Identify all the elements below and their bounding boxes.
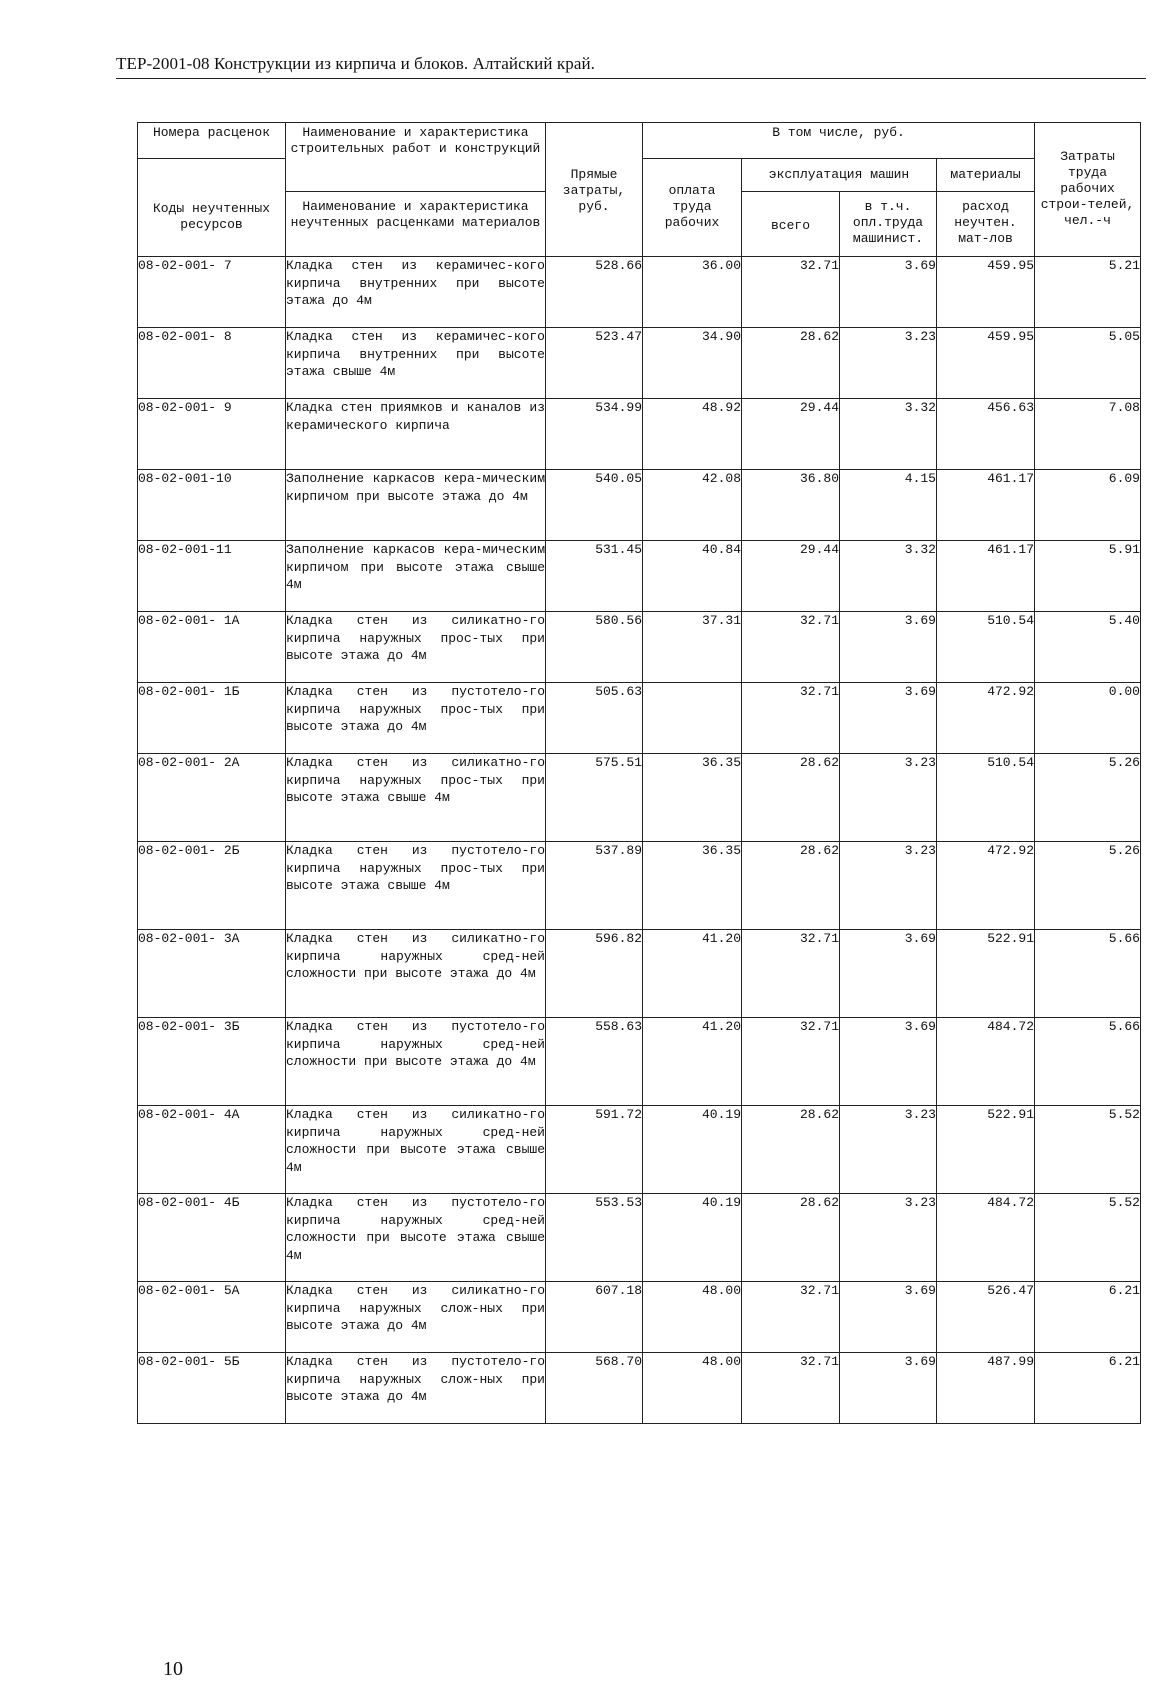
work-name-cell: Кладка стен из пустотело-го кирпича наружных прос-тых при высоте этажа до 4м <box>286 683 546 754</box>
work-name-cell: Кладка стен из силикатно-го кирпича наружных сред-ней сложности при высоте этажа до 4м <box>286 930 546 1018</box>
rate-code-cell: 08-02-001- 4А <box>138 1106 286 1194</box>
header-including: В том числе, руб. <box>643 123 1035 159</box>
rate-code-cell: 08-02-001- 9 <box>138 399 286 470</box>
labor-pay-cell: 37.31 <box>643 612 742 683</box>
machine-total-cell: 28.62 <box>742 1106 840 1194</box>
header-unaccounted-codes: Коды неучтенных ресурсов <box>138 159 286 257</box>
labor-hours-cell: 5.40 <box>1035 612 1141 683</box>
direct-costs-cell: 596.82 <box>546 930 643 1018</box>
table-row <box>138 1194 1141 1282</box>
table-row <box>138 257 1141 328</box>
materials-cell: 487.99 <box>937 1353 1035 1424</box>
table-body <box>138 257 1141 1424</box>
machine-total-cell: 32.71 <box>742 1353 840 1424</box>
operator-pay-cell: 3.23 <box>840 842 937 930</box>
header-rule <box>116 78 1146 79</box>
labor-hours-cell: 6.21 <box>1035 1282 1141 1353</box>
rate-code-cell: 08-02-001- 5Б <box>138 1353 286 1424</box>
direct-costs-cell: 558.63 <box>546 1018 643 1106</box>
rate-code-cell: 08-02-001- 3А <box>138 930 286 1018</box>
direct-costs-cell: 553.53 <box>546 1194 643 1282</box>
header-rate-numbers: Номера расценок <box>138 123 286 159</box>
operator-pay-cell: 3.69 <box>840 683 937 754</box>
materials-cell: 526.47 <box>937 1282 1035 1353</box>
labor-pay-cell: 48.00 <box>643 1282 742 1353</box>
header-labor-pay: оплата труда рабочих <box>643 159 742 257</box>
direct-costs-cell: 537.89 <box>546 842 643 930</box>
rate-code-cell: 08-02-001- 7 <box>138 257 286 328</box>
labor-hours-cell: 5.66 <box>1035 930 1141 1018</box>
operator-pay-cell: 3.23 <box>840 1106 937 1194</box>
labor-pay-cell: 40.19 <box>643 1194 742 1282</box>
header-machine-total: всего <box>742 192 840 257</box>
machine-total-cell: 28.62 <box>742 1194 840 1282</box>
work-name-cell: Кладка стен из керамичес-кого кирпича внутренних при высоте этажа свыше 4м <box>286 328 546 399</box>
header-material-name: Наименование и характеристика неучтенных расценками материалов <box>286 192 546 257</box>
table-row <box>138 683 1141 754</box>
direct-costs-cell: 575.51 <box>546 754 643 842</box>
machine-total-cell: 28.62 <box>742 842 840 930</box>
operator-pay-cell: 3.69 <box>840 1353 937 1424</box>
table-row <box>138 1106 1141 1194</box>
work-name-cell: Кладка стен из силикатно-го кирпича наружных прос-тых при высоте этажа свыше 4м <box>286 754 546 842</box>
direct-costs-cell: 534.99 <box>546 399 643 470</box>
rate-code-cell: 08-02-001- 2Б <box>138 842 286 930</box>
operator-pay-cell: 3.23 <box>840 328 937 399</box>
table-row <box>138 930 1141 1018</box>
labor-hours-cell: 0.00 <box>1035 683 1141 754</box>
machine-total-cell: 32.71 <box>742 683 840 754</box>
direct-costs-cell: 528.66 <box>546 257 643 328</box>
table-row <box>138 754 1141 842</box>
work-name-cell: Заполнение каркасов кера-мическим кирпичом при высоте этажа до 4м <box>286 470 546 541</box>
direct-costs-cell: 540.05 <box>546 470 643 541</box>
header-materials: материалы <box>937 159 1035 192</box>
rate-code-cell: 08-02-001- 1Б <box>138 683 286 754</box>
machine-total-cell: 28.62 <box>742 754 840 842</box>
document-header: ТЕР-2001-08 Конструкции из кирпича и блоков. Алтайский край. <box>116 54 596 73</box>
labor-hours-cell: 6.21 <box>1035 1353 1141 1424</box>
table-row <box>138 541 1141 612</box>
table-row <box>138 842 1141 930</box>
machine-total-cell: 28.62 <box>742 328 840 399</box>
materials-cell: 510.54 <box>937 754 1035 842</box>
materials-cell: 461.17 <box>937 470 1035 541</box>
rate-code-cell: 08-02-001-10 <box>138 470 286 541</box>
materials-cell: 522.91 <box>937 930 1035 1018</box>
rate-code-cell: 08-02-001- 1А <box>138 612 286 683</box>
table-row <box>138 612 1141 683</box>
table-row <box>138 399 1141 470</box>
operator-pay-cell: 3.69 <box>840 930 937 1018</box>
labor-pay-cell: 42.08 <box>643 470 742 541</box>
work-name-cell: Кладка стен из пустотело-го кирпича наружных слож-ных при высоте этажа до 4м <box>286 1353 546 1424</box>
machine-total-cell: 36.80 <box>742 470 840 541</box>
header-material-consumption: расход неучтен. мат-лов <box>937 192 1035 257</box>
rate-code-cell: 08-02-001- 3Б <box>138 1018 286 1106</box>
table-row <box>138 1018 1141 1106</box>
work-name-cell: Заполнение каркасов кера-мическим кирпичом при высоте этажа свыше 4м <box>286 541 546 612</box>
work-name-cell: Кладка стен приямков и каналов из керамического кирпича <box>286 399 546 470</box>
machine-total-cell: 32.71 <box>742 930 840 1018</box>
labor-pay-cell: 48.00 <box>643 1353 742 1424</box>
direct-costs-cell: 505.63 <box>546 683 643 754</box>
work-name-cell: Кладка стен из керамичес-кого кирпича внутренних при высоте этажа до 4м <box>286 257 546 328</box>
labor-hours-cell: 7.08 <box>1035 399 1141 470</box>
labor-pay-cell: 48.92 <box>643 399 742 470</box>
work-name-cell: Кладка стен из пустотело-го кирпича наружных прос-тых при высоте этажа свыше 4м <box>286 842 546 930</box>
materials-cell: 472.92 <box>937 842 1035 930</box>
labor-hours-cell: 5.26 <box>1035 754 1141 842</box>
labor-pay-cell: 41.20 <box>643 1018 742 1106</box>
header-labor-costs: Затраты труда рабочих строи-телей, чел.-ч <box>1035 123 1141 257</box>
labor-pay-cell: 36.00 <box>643 257 742 328</box>
rate-code-cell: 08-02-001- 2А <box>138 754 286 842</box>
machine-total-cell: 32.71 <box>742 1018 840 1106</box>
header-direct-costs: Прямые затраты, руб. <box>546 123 643 257</box>
operator-pay-cell: 3.69 <box>840 1018 937 1106</box>
direct-costs-cell: 607.18 <box>546 1282 643 1353</box>
header-work-name: Наименование и характеристика строительных работ и конструкций <box>286 123 546 192</box>
rate-code-cell: 08-02-001- 4Б <box>138 1194 286 1282</box>
operator-pay-cell: 3.32 <box>840 399 937 470</box>
machine-total-cell: 32.71 <box>742 612 840 683</box>
direct-costs-cell: 531.45 <box>546 541 643 612</box>
operator-pay-cell: 3.23 <box>840 754 937 842</box>
work-name-cell: Кладка стен из силикатно-го кирпича наружных слож-ных при высоте этажа до 4м <box>286 1282 546 1353</box>
header-machine-operator-pay: в т.ч. опл.труда машинист. <box>840 192 937 257</box>
operator-pay-cell: 3.69 <box>840 1282 937 1353</box>
labor-hours-cell: 5.05 <box>1035 328 1141 399</box>
machine-total-cell: 32.71 <box>742 1282 840 1353</box>
direct-costs-cell: 580.56 <box>546 612 643 683</box>
materials-cell: 484.72 <box>937 1194 1035 1282</box>
materials-cell: 510.54 <box>937 612 1035 683</box>
rates-table <box>137 122 1141 1424</box>
operator-pay-cell: 3.69 <box>840 612 937 683</box>
materials-cell: 461.17 <box>937 541 1035 612</box>
labor-hours-cell: 5.21 <box>1035 257 1141 328</box>
table-header <box>138 123 1141 257</box>
operator-pay-cell: 4.15 <box>840 470 937 541</box>
rate-code-cell: 08-02-001- 5А <box>138 1282 286 1353</box>
header-machine-operation: эксплуатация машин <box>742 159 937 192</box>
operator-pay-cell: 3.69 <box>840 257 937 328</box>
materials-cell: 472.92 <box>937 683 1035 754</box>
labor-hours-cell: 5.52 <box>1035 1194 1141 1282</box>
work-name-cell: Кладка стен из пустотело-го кирпича наружных сред-ней сложности при высоте этажа свыше 4м <box>286 1194 546 1282</box>
work-name-cell: Кладка стен из силикатно-го кирпича наружных прос-тых при высоте этажа до 4м <box>286 612 546 683</box>
rate-code-cell: 08-02-001-11 <box>138 541 286 612</box>
labor-hours-cell: 6.09 <box>1035 470 1141 541</box>
operator-pay-cell: 3.32 <box>840 541 937 612</box>
labor-pay-cell: 40.84 <box>643 541 742 612</box>
materials-cell: 484.72 <box>937 1018 1035 1106</box>
labor-pay-cell: 36.35 <box>643 842 742 930</box>
labor-hours-cell: 5.91 <box>1035 541 1141 612</box>
rate-code-cell: 08-02-001- 8 <box>138 328 286 399</box>
labor-hours-cell: 5.66 <box>1035 1018 1141 1106</box>
materials-cell: 459.95 <box>937 257 1035 328</box>
work-name-cell: Кладка стен из пустотело-го кирпича наружных сред-ней сложности при высоте этажа до 4м <box>286 1018 546 1106</box>
table-row <box>138 1282 1141 1353</box>
materials-cell: 522.91 <box>937 1106 1035 1194</box>
materials-cell: 456.63 <box>937 399 1035 470</box>
direct-costs-cell: 591.72 <box>546 1106 643 1194</box>
labor-pay-cell: 40.19 <box>643 1106 742 1194</box>
work-name-cell: Кладка стен из силикатно-го кирпича наружных сред-ней сложности при высоте этажа свыше 4м <box>286 1106 546 1194</box>
labor-pay-cell <box>643 683 742 754</box>
labor-pay-cell: 34.90 <box>643 328 742 399</box>
table-row <box>138 328 1141 399</box>
labor-pay-cell: 41.20 <box>643 930 742 1018</box>
direct-costs-cell: 568.70 <box>546 1353 643 1424</box>
table-row <box>138 470 1141 541</box>
direct-costs-cell: 523.47 <box>546 328 643 399</box>
labor-hours-cell: 5.52 <box>1035 1106 1141 1194</box>
page-number: 10 <box>163 1658 183 1680</box>
machine-total-cell: 29.44 <box>742 399 840 470</box>
table-row <box>138 1353 1141 1424</box>
operator-pay-cell: 3.23 <box>840 1194 937 1282</box>
materials-cell: 459.95 <box>937 328 1035 399</box>
machine-total-cell: 32.71 <box>742 257 840 328</box>
labor-pay-cell: 36.35 <box>643 754 742 842</box>
labor-hours-cell: 5.26 <box>1035 842 1141 930</box>
machine-total-cell: 29.44 <box>742 541 840 612</box>
